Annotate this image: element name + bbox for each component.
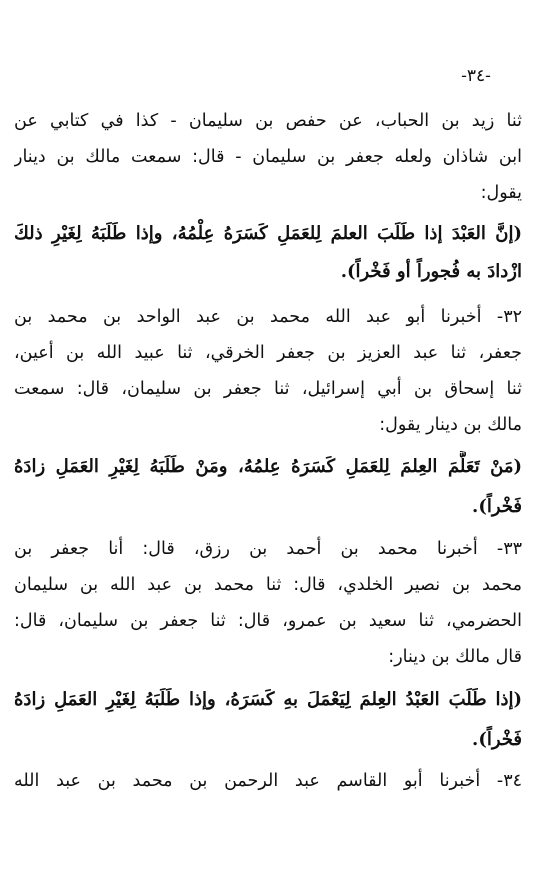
quote-line: (إذا طَلَبَ العَبْدُ العِلمَ لِيَعْمَلَ بهِ كَسَرَهُ، وإذا طَلَبَهُ لِغَيْرِ العَمَلِ زادَهُ (14, 689, 522, 710)
text-line: محمد بن نصير الخلدي، قال: ثنا محمد بن عبد الله بن سليمان (14, 575, 522, 595)
quote-line: (مَنْ تَعَلَّمَ العِلمَ لِلعَمَلِ كَسَرَهُ عِلمُهُ، ومَنْ طَلَبَهُ لِغَيْرِ العَمَلِ زادَهُ (14, 456, 522, 477)
quote-line: فَخْراً). (472, 496, 522, 517)
text-line: ٣٤- أخبرنا أبو القاسم عبد الرحمن بن محمد بن عبد الله (14, 771, 522, 791)
text-line: مالك بن دينار يقول: (379, 415, 522, 435)
quote-line: (إنَّ العَبْدَ إذا طَلَبَ العلمَ لِلعَمَلِ كَسَرَهُ عِلْمُهُ، وإذا طَلَبَهُ لِغَيْرِ ذلكَ (14, 223, 522, 244)
text-line: جعفر، ثنا عبد العزيز بن جعفر الخرقي، ثنا عبيد الله بن أعين، (14, 343, 522, 363)
text-line: ٣٣- أخبرنا محمد بن أحمد بن رزق، قال: أنا جعفر بن (14, 539, 522, 559)
text-line: ثنا زيد بن الحباب، عن حفص بن سليمان - كذا في كتابي عن (14, 111, 522, 131)
quote-line: فَخْراً). (472, 729, 522, 750)
text-line: يقول: (480, 183, 522, 203)
text-line: الحضرمي، ثنا سعيد بن عمرو، قال: ثنا جعفر بن سليمان، قال: (14, 611, 522, 631)
quote-line: ازْدادَ به فُجوراً أو فَخْراً). (340, 261, 522, 282)
page-number: -٣٤- (461, 66, 491, 86)
text-line: ابن شاذان ولعله جعفر بن سليمان - قال: سمعت مالك بن دينار (14, 147, 522, 167)
text-line: ثنا إسحاق بن أبي إسرائيل، ثنا جعفر بن سليمان، قال: سمعت (14, 379, 522, 399)
text-line: ٣٢- أخبرنا أبو عبد الله محمد بن عبد الواحد بن محمد بن (14, 307, 522, 327)
text-line: قال مالك بن دينار: (388, 647, 522, 667)
